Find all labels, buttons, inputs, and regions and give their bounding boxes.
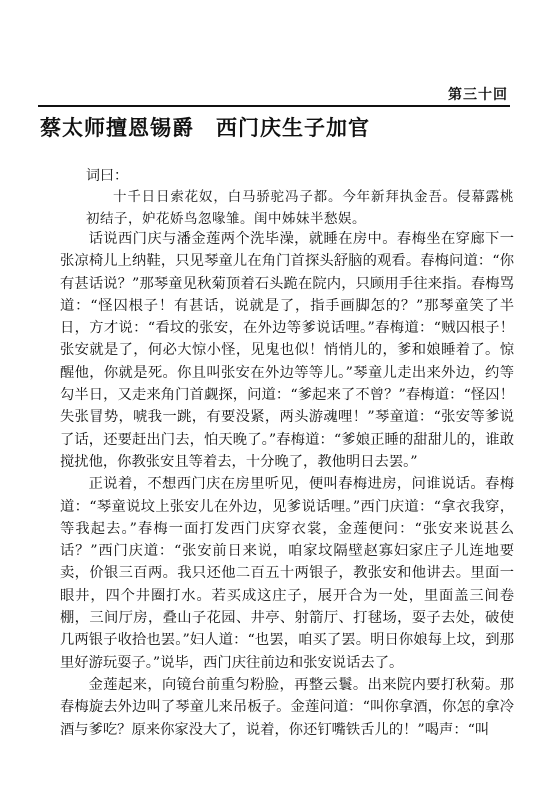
paragraph-1: 话说西门庆与潘金莲两个洗毕澡，就睡在房中。春梅坐在穿廊下一张凉椅儿上纳鞋，只见琴童儿在角门首探头舒脑的观看。春梅问道：“你有甚话说？”那琴童见秋菊顶着石头跪在院内，只顾用手往来指。春梅骂道：“怪囚根子！有甚话，说就是了，指手画脚怎的？”那琴童笑了半日，方才说：“看坟的张安，在外边等爹说话哩。”春梅道：“贼囚根子！张安就是了，何必大惊小怪，见鬼也似！悄悄儿的，爹和娘睡着了。惊醒他，你就是死。你且叫张安在外边等等儿。”琴童儿走出来外边，约等勾半日，又走来角门首觑探，问道：“爹起来了不曾？”春梅道：“怪囚！失张冒势，唬我一跳，有要没紧，两头游魂哩！”琴童道：“张安等爹说了话，还要赶出门去，怕天晚了。”春梅道：“爹娘正睡的甜甜儿的，谁敢搅扰他，你教张安且等着去，十分晚了，教他明日去罢。” <box>60 231 514 470</box>
paragraph-2: 正说着，不想西门庆在房里听见，便叫春梅进房，问谁说话。春梅道：“琴童说坟上张安儿在外边，见爹说话哩。”西门庆道：“拿衣我穿，等我起去。”春梅一面打发西门庆穿衣裳，金莲便问：“张安来说甚么话？”西门庆道：“张安前日来说，咱家坟隔壁赵寡妇家庄子儿连地要卖，价银三百两。我只还他二百五十两银子，教张安和他讲去。里面一眼井，四个井圈打水。若买成这庄子，展开合为一处，里面盖三间卷棚，三间厅房，叠山子花园、井亭、射箭厅、打毬场，耍子去处，破使几两银子收拾也罢。”妇人道：“也罢，咱买了罢。明日你娘每上坟，到那里好游玩耍子。”说毕，西门庆往前边和张安说话去了。 <box>60 476 514 671</box>
chapter-label: 第三十回 <box>448 87 508 103</box>
body-text <box>60 228 514 741</box>
chapter-title: 蔡太师擅恩锡爵 西门庆生子加官 <box>40 115 370 140</box>
paragraph-3: 金莲起来，向镜台前重匀粉脸，再整云鬟。出来院内要打秋菊。那春梅旋去外边叫了琴童儿来吊板子。金莲问道：“叫你拿酒，你怎的拿冷酒与爹吃？原来你家没大了，说着，你还钉嘴铁舌儿的！”喝声：“叫 <box>60 676 514 738</box>
poem-text: 十千日日索花奴，白马骄驼冯子都。今年新拜执金吾。侵幕露桃初结子，妒花娇鸟忽喙雏。闺中姊妹半愁娱。 <box>86 189 514 227</box>
poem-label: 词曰： <box>86 168 128 184</box>
header-rule <box>38 105 510 107</box>
poem <box>86 186 514 230</box>
